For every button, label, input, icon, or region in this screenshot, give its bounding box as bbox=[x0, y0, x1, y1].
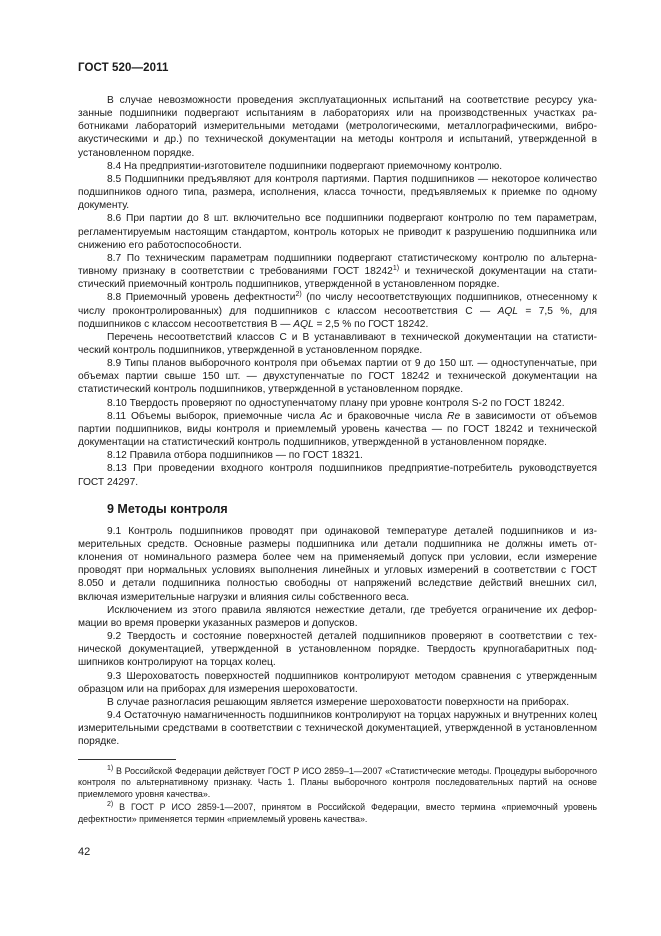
paragraph-8-4: 8.4 На предприятии-изготовителе подшипники подвергают приемочному контролю. bbox=[107, 160, 503, 172]
paragraph-8-8-text-b: (по числу несоответствующих подшипников, отнесенному к числу проконтролированных) для подшипников с классом несоответствия С — bbox=[78, 292, 597, 317]
paragraph-8-8-text-a: 8.8 Приемочный уровень дефектности bbox=[107, 292, 296, 304]
paragraph-8-8-text-d: = 2,5 % по ГОСТ 18242. bbox=[313, 318, 429, 330]
paragraph-8-10: 8.10 Твердость проверяют по одноступенчатому плану при уровне контроля S-2 по ГОСТ 18242. bbox=[107, 397, 565, 409]
paragraph-8-12: 8.12 Правила отбора подшипников — по ГОСТ 18321. bbox=[107, 450, 363, 462]
footnote-ref-2: 2) bbox=[295, 291, 302, 299]
paragraph-8-5: 8.5 Подшипники предъявляют для контроля партиями. Партия подшипников — некоторое количество подшипников одного типа, размера, исполнения, класса точности, предъявляемых к приемке по одному документу. bbox=[78, 173, 597, 212]
section-heading: 9 Методы контроля bbox=[107, 501, 228, 516]
paragraph-8-8-text-c: = 7,5 %, для подшипников с классом несоответствия В — bbox=[78, 305, 597, 330]
footnote-2 bbox=[78, 802, 597, 825]
paragraph-9-2: 9.2 Твердость и состояние поверхностей деталей подшипников проверяют в соответствии с технической документацией, утвержденной в установленном порядке. Твердость крупногабаритных подшипников контролируют на торцах колец. bbox=[78, 631, 597, 669]
paragraph-8-11 bbox=[78, 410, 597, 449]
paragraph-8-7-text-b: и технической документации на статистический приемочный контроль подшипников, утвержденной в установленном порядке. bbox=[78, 266, 597, 291]
paragraph: В случае невозможности проведения эксплуатационных испытаний на соответствие ресурсу указанные подшипники подвергают испытаниям в лабораториях или на производственных участках работниками лабораторий измерительными методами (метрологическими, металлографическими, виброакустическими и др.) по технической документации на методы контроля и испытаний, утвержденной в установленном порядке. bbox=[78, 95, 597, 159]
paragraph-8-11-text-b: и браковочные числа bbox=[331, 410, 448, 422]
footnote-mark: 1) bbox=[107, 764, 114, 772]
page-body bbox=[78, 94, 597, 827]
footnote-mark: 2) bbox=[107, 801, 114, 808]
paragraph-9-4: 9.4 Остаточную намагниченность подшипников контролируют на торцах наружных и внутренних колец измерительными средствами в соответствии с технической документацией, утвержденной в установленном порядке. bbox=[78, 710, 597, 748]
footnote-text: В ГОСТ Р ИСО 2859-1—2007, принятом в Российской Федерации, вместо термина «приемочный уровень дефектности» применяется термин «приемлемый уровень качества». bbox=[78, 802, 597, 824]
paragraph-8-8 bbox=[78, 291, 597, 330]
paragraph: Перечень несоответствий классов С и В устанавливают в технической документации на статистический контроль подшипников, утвержденной в установленном порядке. bbox=[78, 331, 597, 356]
footnote-ref-1: 1) bbox=[392, 265, 400, 273]
paragraph: В случае разногласия решающим является измерение шероховатости поверхности на приборах. bbox=[107, 696, 570, 708]
paragraph-8-6: 8.6 При партии до 8 шт. включительно все подшипники подвергают контролю по тем параметрам, регламентируемым настоящим стандартом, контроль которых не приводит к разрушению подшипника или снижению его работоспособности. bbox=[78, 213, 597, 251]
paragraph-9-1: 9.1 Контроль подшипников проводят при одинаковой температуре деталей подшипников и измерительных средств. Основные размеры подшипника или детали подшипника не должны иметь отклонения от номинального размера более чем на применяемый допуск при условии, если измерение проводят при нормальных условиях выполнения линейных и угловых измерений в соответствии с ГОСТ 8.050 и детали подшипника полностью свободны от напряжений вследствие действий внешних сил, включая измерительные нагрузки и влияния силы собственного веса. bbox=[78, 525, 597, 603]
aql-term: AQL bbox=[497, 305, 518, 317]
page-number: 42 bbox=[78, 846, 91, 858]
paragraph-8-11-text-c: в зависимости от объемов партии подшипников, виды контроля и приемлемый уровень качества — по ГОСТ 18242 и технической документации на статистический контроль подшипников, утвержденной в установленном порядке. bbox=[78, 410, 598, 449]
running-header: ГОСТ 520—2011 bbox=[78, 62, 169, 74]
paragraph-8-7-text-a: 8.7 По техническим параметрам подшипники подвергают статистическому контролю по альтернативному признаку в соответствии с требованиями ГОСТ 18242 bbox=[78, 252, 597, 278]
footnote-text: В Российской Федерации действует ГОСТ Р ИСО 2859–1—2007 «Статистические методы. Процедуры выборочного контроля по альтернативному признаку. Часть 1. Планы выборочного контроля последовательных партий на основе приемлемого уровня качества». bbox=[78, 765, 597, 799]
paragraph-8-9: 8.9 Типы планов выборочного контроля при объемах партии от 9 до 150 шт. — одноступенчатые, при объемах партии свыше 150 шт. — двухступенчатые по ГОСТ 18242 и технической документации на статистический контроль подшипников, утвержденной в установленном порядке. bbox=[78, 358, 597, 396]
re-term: Re bbox=[447, 410, 461, 422]
footnote-1 bbox=[78, 766, 597, 801]
ac-term: Ac bbox=[320, 410, 332, 422]
paragraph-8-13: 8.13 При проведении входного контроля подшипников предприятие-потребитель руководствуется ГОСТ 24297. bbox=[78, 463, 597, 488]
paragraph-9-3: 9.3 Шероховатость поверхностей подшипников контролируют методом сравнения с утвержденным образцом или на приборах для измерения шероховатости. bbox=[78, 670, 597, 695]
footnote-divider bbox=[78, 759, 176, 760]
paragraph-8-7 bbox=[78, 252, 597, 291]
paragraph: Исключением из этого правила являются нежесткие детали, где требуется ограничение их деформации во время проверки указанных размеров и допусков. bbox=[78, 604, 597, 629]
aql-term: AQL bbox=[293, 318, 314, 330]
paragraph-8-11-text-a: 8.11 Объемы выборок, приемочные числа bbox=[107, 410, 320, 422]
